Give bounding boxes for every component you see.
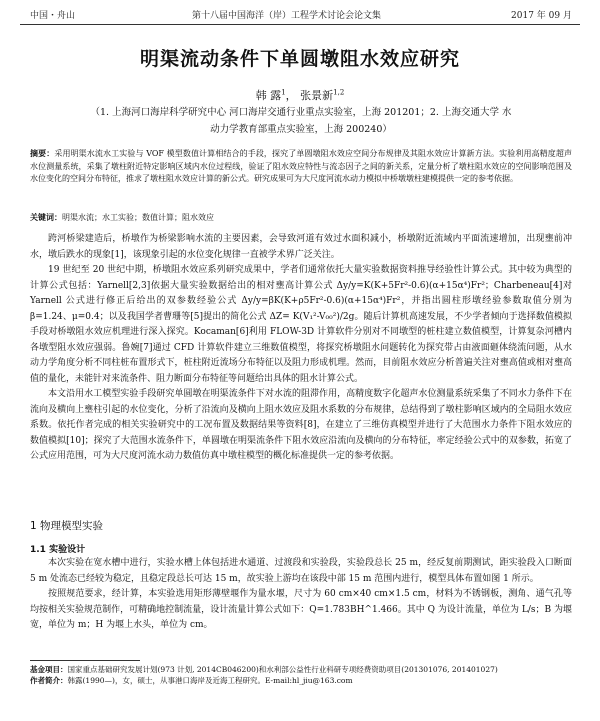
intro-paragraph-1: 跨河桥梁建造后，桥墩作为桥梁影响水流的主要因素，会导致河道有效过水面积减小，桥墩附近流域内平面流速增加，出现壅前冲水，墩后跌水的现象[1]，该现象引起的水位变化规律一直被学术界广泛关注。 xyxy=(30,234,572,260)
design-paragraph-1: 本次实验在宽水槽中进行，实验水槽上体包括进水通道、过渡段和实验段，实验段总长 25 m，经反复前期测试，距实验段入口断面 5 m 处流态已经较为稳定，且稳定段总长可达 15 m，故实验上游均在该段中部 15 m 范围内进行，模型具体布置如图 1 所示。 xyxy=(30,558,572,584)
design-paragraph-2: 按照规范要求，经计算，本实验选用矩形薄壁堰作为量水堰，尺寸为 60 cm×40 cm×1.5 cm，材料为不锈钢板，测角、通气孔等均按相关实验规范制作，可精确地控制流量，设计流量计算公式如下：Q=1.783BH^1.466。其中 Q 为设计流量，单位为 L/s；B 为堰宽，单位为 m；H 为堰上水头，单位为 cm。 xyxy=(30,589,572,630)
author-bio-label: 作者简介： xyxy=(30,676,68,685)
section-heading: 1 物理模型实验 xyxy=(30,520,104,532)
author-bio-note xyxy=(30,675,572,686)
introduction xyxy=(30,232,572,465)
footnotes xyxy=(30,664,572,686)
funding-note xyxy=(30,664,572,675)
author-1: 韩 露 xyxy=(255,89,282,102)
abstract-label: 摘要： xyxy=(30,149,55,158)
intro-paragraph-2: 19 世纪至 20 世纪中期，桥墩阻水效应系列研究成果中，学者们通常依托大量实验数据资料推导经验性计算公式。其中较为典型的计算公式包括：Yarnell[2,3]依据大量实验数据给出的相对壅高计算公式 Δy/y=K(K+5Fr²-0.6)(α+15α⁴)Fr²；Charbeneau[4]对 Yarnell 公式进行修正后给出的双参数经验公式 Δy/y=βK(K+ρ5Fr²-0.6)(α+15α⁴)Fr²，并指出圆柱形墩经验参数取值分别为 β=1.24、μ=0.4；以及我国学者曹珊等[5]提出的简化公式 ΔZ= K(V₁²-V₀₀²)/2g。随后计算机高速发展，不少学者倾向于选择数值模拟手段对桥墩阻水效应机理进行深入探究。Kocaman[6]利用 FLOW-3D 计算软件分别对不同墩型的桩柱建立数值模型，计算复杂河槽内各墩型阻水效应强弱。鲁婉[7]通过 CFD 计算软件建立三维数值模型，将探究桥墩阻水问题转化为探究带占由液面砸体绕流问题，从水动力学角度分析不同柱桩布置形式下，桩柱附近流场分布特征以及阻力形成机理。然而，目前阻水效应分析普遍关注对壅高值或相对壅高值的量化，未能针对来流条件、阻力断面分布特征等问题给出具体的阻水计算公式。 xyxy=(30,265,572,384)
header-divider xyxy=(20,24,580,25)
author-line: 韩 露$^1$， 张景新$^{1,2}$ xyxy=(255,88,345,102)
header-location: 中国・舟山 xyxy=(30,11,76,21)
author-bio-text: 韩露(1990—)，女，硕士，从事港口海岸及近海工程研究。E-mail:hl_jiu@163.com xyxy=(67,676,353,685)
abstract xyxy=(30,148,572,186)
author-1-affil: 1 xyxy=(281,88,286,97)
affiliation-line-1: （1. 上海河口海岸科学研究中心 河口海岸交通行业重点实验室，上海 201201；2. 上海交通大学 水 xyxy=(90,107,512,118)
abstract-text: 采用明渠水流水工实验与 VOF 模型数值计算相结合的手段，探究了单圆墩阻水效应空间分布规律及其阻水效应计算新方法。实验利用高精度超声水位测量系统，采集了墩柱附近特定影响区域内水位过程线，验证了阻水效应特性与流态因子之间的新关系，定量分析了墩柱阻水效应的空间影响范围及水位变化的空间分布特征，推求了墩柱阻水效应计算的新公式。研究成果可为大尺度河流水动力模拟中桥墩墩柱建模提供一定的参考依据。 xyxy=(30,149,573,183)
subsection-heading: 1.1 实验设计 xyxy=(30,545,86,555)
footnote-divider xyxy=(30,660,140,661)
affiliation-line-2: 动力学教育部重点实验室，上海 200240） xyxy=(210,124,392,135)
funding-text: 国家重点基础研究发展计划(973 计划, 2014CB046200)和水利部公益性行业科研专项经费资助项目(201301076, 201401027) xyxy=(67,665,498,674)
keywords xyxy=(30,212,572,223)
header-proceedings: 第十八届中国海洋（岸）工程学术讨论会论文集 xyxy=(192,11,382,21)
experiment-design-text xyxy=(30,556,572,634)
funding-label: 基金项目： xyxy=(30,665,68,674)
keywords-label: 关键词： xyxy=(30,213,62,222)
author-2: 张景新 xyxy=(300,89,334,102)
author-2-affil: 1,2 xyxy=(333,88,345,97)
intro-paragraph-3: 本文沿用水工模型实验手段研究单圆墩在明渠流条件下对水流的阻滞作用，高精度数字化超声水位测量系统采集了不同水力条件下在流向及横向上壅柱引起的水位变化，分析了沿流向及横向上阻水效应及阻水系数的分布规律，总结得到了墩柱影响区域内的全局阻水效应系数。依托作者完成的相关实验研究中的工况布置及数据结果等资料[8]，在建立了三维仿真模型并进行了大范围水力条件下阻水效应的数值模拟[10]；探究了大范围水流条件下，单圆墩在明渠流条件下阻水效应沿流向及横向的分布特征，率定经验公式中的双参数，拓宽了公式应用范围，可为大尺度河流水动力数值仿真中墩柱模型的概化标准提供一定的参考依据。 xyxy=(30,389,572,461)
keywords-text: 明渠水流；水工实验；数值计算；阻水效应 xyxy=(62,213,214,222)
header-date: 2017 年 09 月 xyxy=(511,11,572,21)
affiliations xyxy=(62,104,540,138)
running-header xyxy=(20,8,580,24)
paper-title: 明渠流动条件下单圆墩阻水效应研究 xyxy=(139,48,460,70)
